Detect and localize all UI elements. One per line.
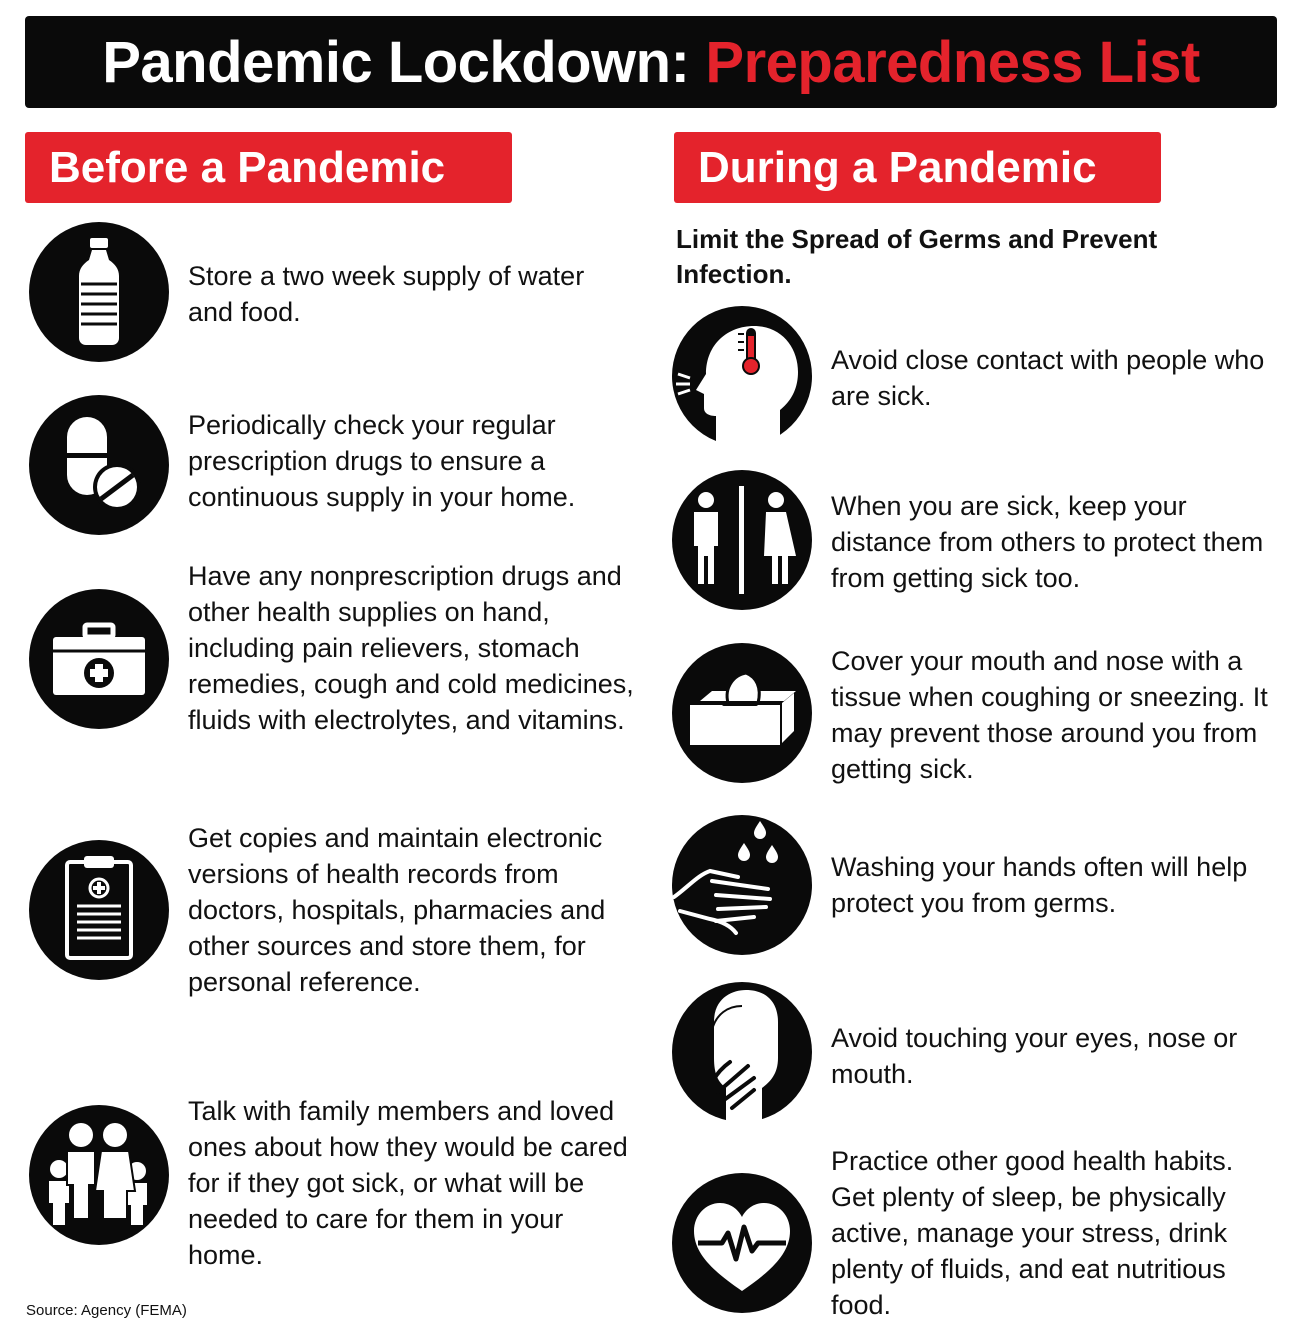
source-note: Source: Agency (FEMA) [26, 1302, 187, 1319]
during-item-touching: Avoid touching your eyes, nose or mouth. [831, 1023, 1238, 1089]
hand-washing-icon [672, 815, 812, 955]
during-item-washing: Washing your hands often will help protect you from germs. [831, 852, 1248, 918]
heart-pulse-icon [672, 1173, 812, 1313]
page-title [25, 16, 1277, 108]
clipboard-icon [29, 840, 169, 980]
during-item-cover: Cover your mouth and nose with a tissue when coughing or sneezing. It may prevent those around you from getting sick. [831, 646, 1268, 784]
tissue-box-icon [672, 643, 812, 783]
before-item-supplies: Have any nonprescription drugs and other health supplies on hand, including pain relievers, stomach remedies, cough and cold medicines, fluids with electrolytes, and vitamins. [188, 561, 634, 735]
during-heading-label: During a Pandemic [698, 142, 1097, 192]
during-item-habits: Practice other good health habits. Get plenty of sleep, be physically active, manage your stress, drink plenty of fluids, and eat nutritious food. [831, 1146, 1234, 1320]
before-item-family: Talk with family members and loved ones about how they would be cared for if they got sick, or what will be needed to care for them in your home. [188, 1096, 628, 1270]
family-icon [29, 1105, 169, 1245]
during-item-distance: When you are sick, keep your distance from others to protect them from getting sick too. [831, 491, 1264, 593]
during-heading [674, 132, 1161, 203]
before-heading-label: Before a Pandemic [49, 142, 446, 192]
before-item-prescriptions: Periodically check your regular prescription drugs to ensure a continuous supply in your home. [188, 410, 576, 512]
during-subheading: Limit the Spread of Germs and Prevent Infection. [676, 224, 1158, 289]
before-heading [25, 132, 512, 203]
touching-face-icon [672, 982, 812, 1122]
before-item-water: Store a two week supply of water and food. [188, 261, 585, 327]
during-item-contact: Avoid close contact with people who are sick. [831, 345, 1265, 411]
water-bottle-icon [29, 222, 169, 362]
restroom-people-icon [672, 470, 812, 610]
sick-head-thermometer-icon [672, 306, 812, 446]
title-accent: Preparedness List [705, 29, 1200, 95]
pills-icon [29, 395, 169, 535]
first-aid-kit-icon [29, 589, 169, 729]
title-main: Pandemic Lockdown: [102, 29, 690, 95]
before-item-records: Get copies and maintain electronic versions of health records from doctors, hospitals, pharmacies and other sources and store them, for personal reference. [188, 823, 606, 997]
